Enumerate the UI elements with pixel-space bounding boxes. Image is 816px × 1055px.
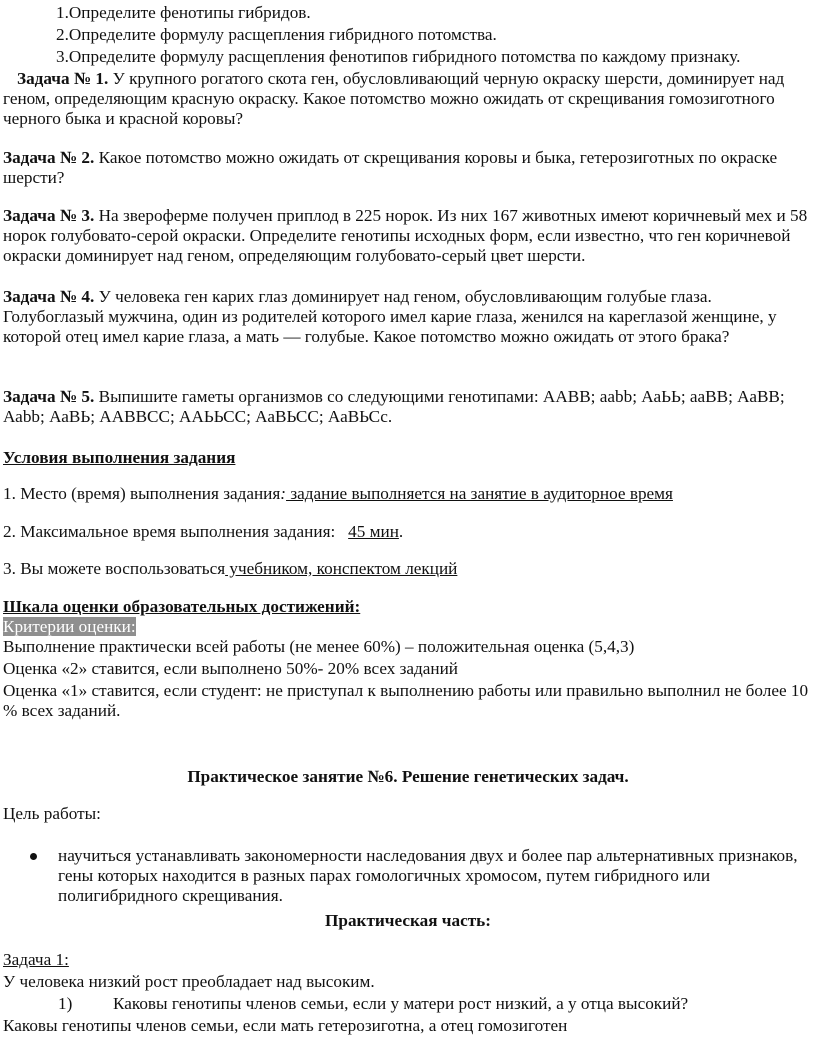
task-title: Задача № 1. bbox=[17, 69, 109, 88]
task-2 bbox=[3, 148, 811, 188]
task-text: У человека низкий рост преобладает над высоким. bbox=[3, 972, 375, 991]
goal-bullet: научиться устанавливать закономерности наследования двух и более пар альтернативных признаков, гены которых находится в разных парах гомологичных хромосом, путем гибридного или полигибридного скрещивания. bbox=[58, 846, 798, 905]
grading-line: Оценка «1» ставится, если студент: не приступал к выполнению работы или правильно выполнил не более 10 % всех заданий. bbox=[3, 681, 809, 720]
list-text: Определите фенотипы гибридов. bbox=[68, 3, 311, 22]
goal-label: Цель работы: bbox=[3, 804, 101, 823]
task-text: У крупного рогатого скота ген, обусловливающий черную окраску шерсти, доминирует над геном, определяющим красную окраску. Какое потомство можно ожидать от скрещивания гомозиготного черного быка и красной коровы? bbox=[3, 69, 785, 128]
list-number: 1. bbox=[56, 3, 69, 22]
task-4 bbox=[3, 287, 811, 347]
list-text: Определите формулу расщепления гибридного потомства. bbox=[68, 25, 497, 44]
condition-place: 1. Место (время) выполнения задания: задание выполняется на занятие в аудиторное время bbox=[3, 484, 673, 503]
grading-heading: Шкала оценки образовательных достижений: bbox=[3, 597, 361, 616]
condition-time: 2. Максимальное время выполнения задания: 45 мин. bbox=[3, 522, 404, 541]
task-text: Выпишите гаметы организмов со следующими генотипами: ААВВ; aabb; АаЬЬ; ааВВ; АаВВ; Ааbb; АаВЬ; ААВВСС; ААЬЬСС; АаВЬСС; АаВЬСс. bbox=[3, 387, 785, 426]
list-item bbox=[56, 47, 740, 67]
task-title: Задача № 5. bbox=[3, 387, 95, 406]
practical-part-title: Практическая часть: bbox=[325, 911, 491, 930]
task-3 bbox=[3, 206, 811, 266]
task-label: Задача 1: bbox=[3, 950, 69, 969]
criteria-label: Критерии оценки: bbox=[3, 617, 136, 636]
condition-resources: 3. Вы можете воспользоваться учебником, конспектом лекций bbox=[3, 559, 458, 578]
question-number: 1) bbox=[58, 994, 73, 1013]
question-text: Каковы генотипы членов семьи, если мать гетерозиготна, а отец гомозиготен bbox=[3, 1016, 568, 1035]
list-item bbox=[56, 25, 497, 45]
task-text: На звероферме получен приплод в 225 норок. Из них 167 животных имеют коричневый мех и 58 норок голубовато-серой окраски. Определите генотипы исходных форм, если известно, что ген коричневой окраски доминирует над геном, определяющим голубовато-серый цвет шерсти. bbox=[3, 206, 808, 265]
list-text: Определите формулу расщепления фенотипов гибридного потомства по каждому признаку. bbox=[68, 47, 741, 66]
grading-line: Оценка «2» ставится, если выполнено 50%- 20% всех заданий bbox=[3, 659, 459, 678]
task-title: Задача № 3. bbox=[3, 206, 95, 225]
conditions-heading: Условия выполнения задания bbox=[3, 448, 236, 467]
task-title: Задача № 4. bbox=[3, 287, 95, 306]
grading-line: Выполнение практически всей работы (не менее 60%) – положительная оценка (5,4,3) bbox=[3, 637, 635, 656]
question-text: Каковы генотипы членов семьи, если у матери рост низкий, а у отца высокий? bbox=[113, 994, 689, 1013]
list-number: 3. bbox=[56, 47, 69, 66]
practical-title: Практическое занятие №6. Решение генетических задач. bbox=[187, 767, 629, 786]
task-title: Задача № 2. bbox=[3, 148, 95, 167]
list-item bbox=[56, 3, 311, 23]
bullet-icon bbox=[30, 853, 37, 860]
task-5 bbox=[3, 387, 811, 427]
task-text: У человека ген карих глаз доминирует над геном, обусловливающим голубые глаза. Голубоглазый мужчина, один из родителей которого имел карие глаза, женился на кареглазой женщине, у которой отец имел карие глаза, а мать — голубые. Какое потомство можно ожидать от этого брака? bbox=[3, 287, 777, 346]
task-1 bbox=[3, 69, 811, 129]
task-text: Какое потомство можно ожидать от скрещивания коровы и быка, гетерозиготных по окраске шерсти? bbox=[3, 148, 778, 187]
list-number: 2. bbox=[56, 25, 69, 44]
